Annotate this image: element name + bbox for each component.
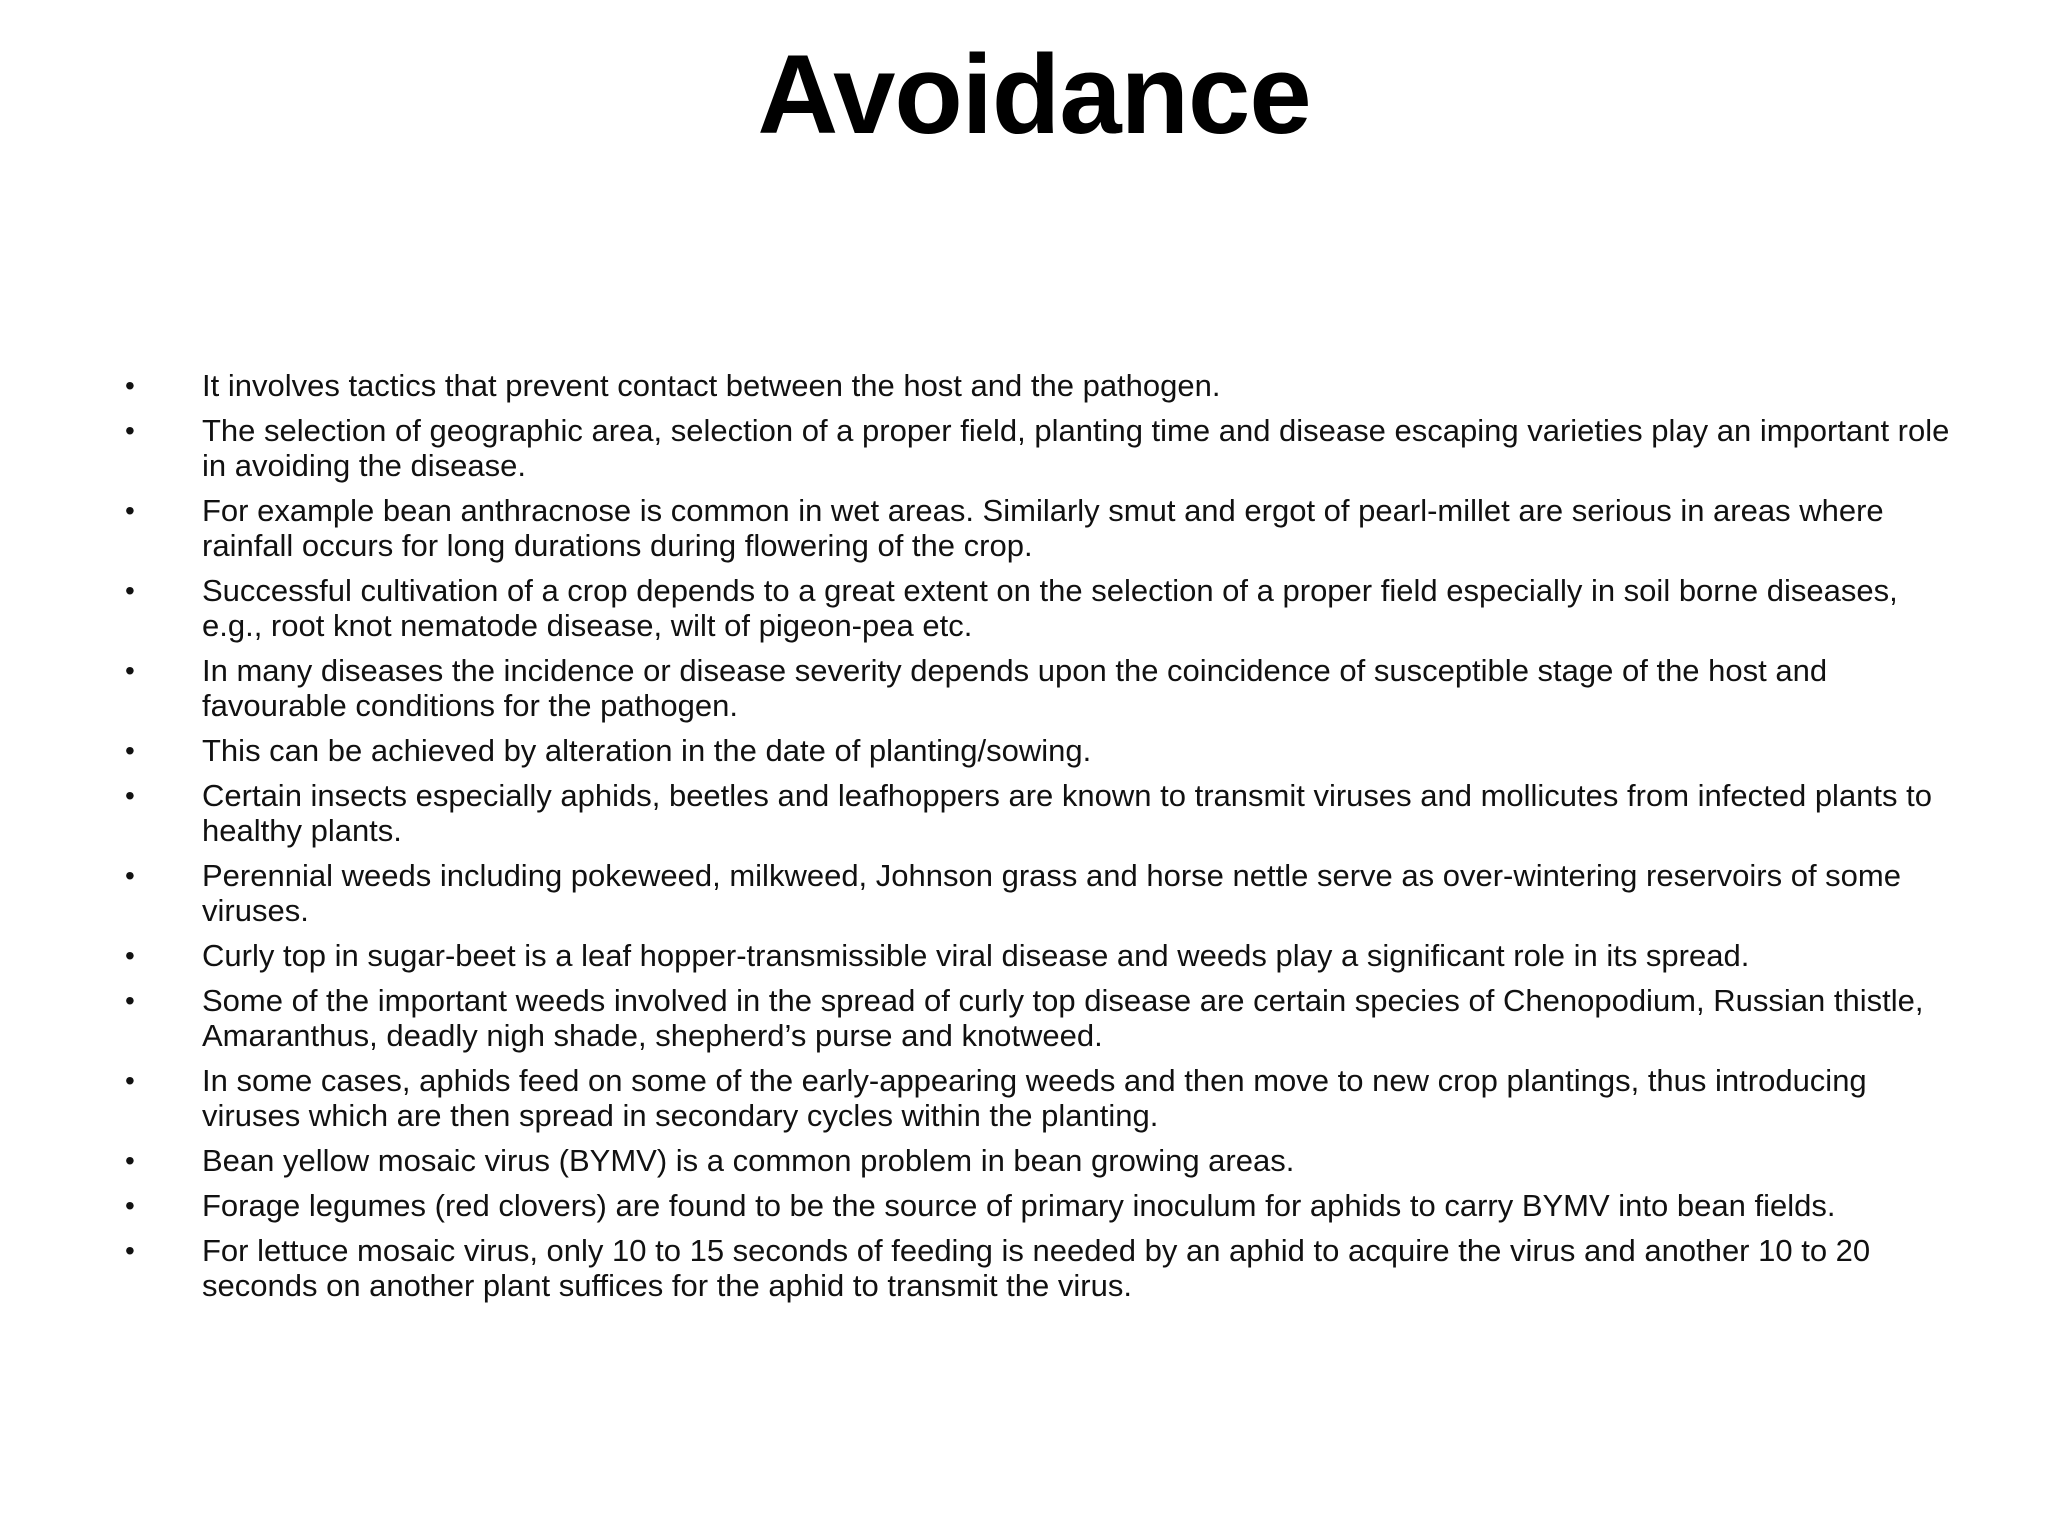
- bullet-dot-icon: •: [125, 1190, 135, 1221]
- bullet-item: [120, 778, 1960, 848]
- bullet-text: This can be achieved by alteration in the date of planting/sowing.: [202, 733, 1092, 768]
- bullet-text: For example bean anthracnose is common in wet areas. Similarly smut and ergot of pearl-millet are serious in areas where rainfall occurs for long durations during flowering of the crop.: [202, 493, 1884, 563]
- bullet-item: [120, 573, 1960, 643]
- bullet-dot-icon: •: [125, 860, 135, 891]
- bullet-dot-icon: •: [125, 415, 135, 446]
- bullet-item: [120, 1233, 1960, 1303]
- bullet-dot-icon: •: [125, 575, 135, 606]
- bullet-text: In some cases, aphids feed on some of the early-appearing weeds and then move to new crop plantings, thus introducing viruses which are then spread in secondary cycles within the planting.: [202, 1063, 1867, 1133]
- bullet-item: [120, 368, 1960, 403]
- bullet-dot-icon: •: [125, 495, 135, 526]
- bullet-text: It involves tactics that prevent contact between the host and the pathogen.: [202, 368, 1221, 403]
- bullet-item: [120, 858, 1960, 928]
- bullet-text: Curly top in sugar-beet is a leaf hopper-transmissible viral disease and weeds play a significant role in its spread.: [202, 938, 1750, 973]
- bullet-dot-icon: •: [125, 1065, 135, 1096]
- bullet-item: [120, 733, 1960, 768]
- bullet-item: [120, 1188, 1960, 1223]
- bullet-text: Bean yellow mosaic virus (BYMV) is a common problem in bean growing areas.: [202, 1143, 1295, 1178]
- bullet-dot-icon: •: [125, 370, 135, 401]
- bullet-item: [120, 493, 1960, 563]
- bullet-text: Forage legumes (red clovers) are found to be the source of primary inoculum for aphids to carry BYMV into bean fields.: [202, 1188, 1836, 1223]
- bullet-item: [120, 653, 1960, 723]
- bullet-dot-icon: •: [125, 1145, 135, 1176]
- bullet-dot-icon: •: [125, 940, 135, 971]
- bullet-text: Some of the important weeds involved in the spread of curly top disease are certain species of Chenopodium, Russian thistle, Amaranthus, deadly nigh shade, shepherd’s purse and knotweed.: [202, 983, 1924, 1053]
- bullet-item: [120, 983, 1960, 1053]
- bullet-text: Certain insects especially aphids, beetles and leafhoppers are known to transmit viruses and mollicutes from infected plants to healthy plants.: [202, 778, 1933, 848]
- bullet-item: [120, 1143, 1960, 1178]
- bullet-text: For lettuce mosaic virus, only 10 to 15 seconds of feeding is needed by an aphid to acquire the virus and another 10 to 20 seconds on another plant suffices for the aphid to transmit the virus.: [202, 1233, 1871, 1303]
- bullet-dot-icon: •: [125, 1235, 135, 1266]
- bullet-list: [120, 368, 1960, 1313]
- bullet-dot-icon: •: [125, 735, 135, 766]
- bullet-text: Successful cultivation of a crop depends to a great extent on the selection of a proper field especially in soil borne diseases, e.g., root knot nematode disease, wilt of pigeon-pea etc.: [202, 573, 1898, 643]
- bullet-text: The selection of geographic area, selection of a proper field, planting time and disease escaping varieties play an important role in avoiding the disease.: [202, 413, 1950, 483]
- bullet-text: Perennial weeds including pokeweed, milkweed, Johnson grass and horse nettle serve as over-wintering reservoirs of some viruses.: [202, 858, 1901, 928]
- bullet-item: [120, 938, 1960, 973]
- bullet-dot-icon: •: [125, 655, 135, 686]
- bullet-item: [120, 1063, 1960, 1133]
- bullet-item: [120, 413, 1960, 483]
- bullet-dot-icon: •: [125, 985, 135, 1016]
- slide-title: Avoidance: [757, 32, 1311, 157]
- bullet-dot-icon: •: [125, 780, 135, 811]
- bullet-text: In many diseases the incidence or disease severity depends upon the coincidence of susceptible stage of the host and favourable conditions for the pathogen.: [202, 653, 1828, 723]
